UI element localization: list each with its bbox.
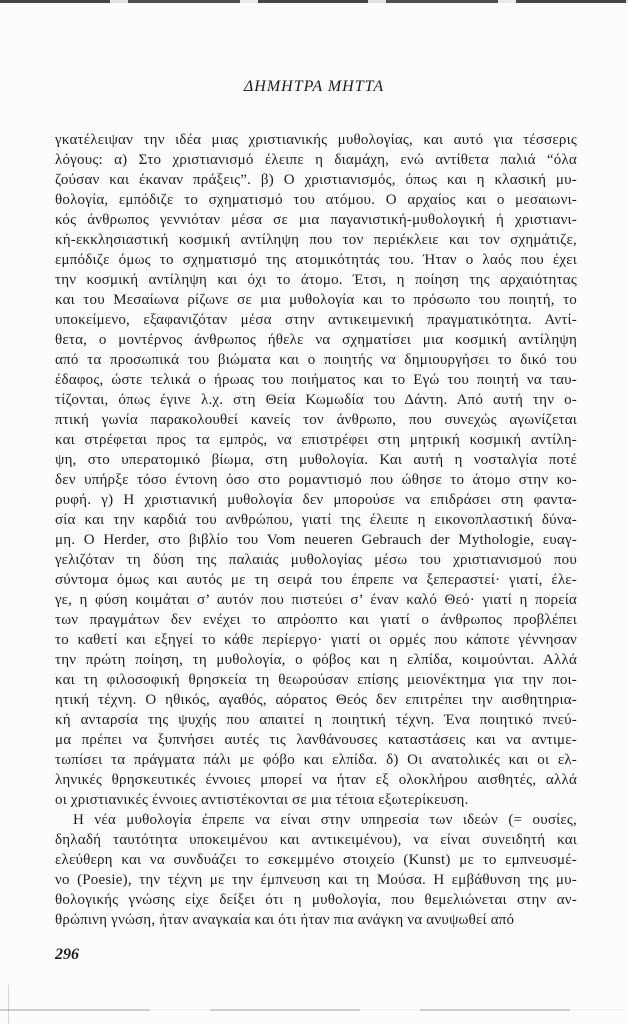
- text-line: ελεύθερη και να συνδυάζει το εσκεμμένο στοιχείο (Kunst) με το εμπνευσμέ-: [55, 852, 577, 868]
- text-line: θολογία, εμπόδιζε το σχηματισμό του ατόμου. Ο αρχαίος και ο μεσαιωνι-: [55, 192, 577, 208]
- text-line: δηλαδή ταυτότητα υποκειμένου και αντικειμένου), να είναι συνειδητή και: [55, 832, 577, 848]
- text-line: κός άνθρωπος γεννιόταν μέσα σε μια παγανιστική-μυθολογική ή χριστιανι-: [55, 212, 577, 228]
- page-number: 296: [55, 946, 79, 963]
- text-line: ζούσαν και έκαναν πράξεις”. β) Ο χριστιανισμός, όπως και η κλασική μυ-: [55, 172, 577, 188]
- text-line: ητική τέχνη. Ο ηθικός, αγαθός, αόρατος Θεός δεν επιτρέπει την αισθητηρια-: [55, 692, 577, 708]
- text-line: κή-εκκλησιαστική κοσμική αντίληψη που τον περιέκλειε και τον σχημάτιζε,: [55, 232, 577, 248]
- text-line: θολογικής γνώσης είχε δείξει ότι η μυθολογία, που θεμελιώνεται στην αν-: [55, 892, 577, 908]
- text-line: γε, η φύση κοιμάται σ’ αυτόν που πιστεύει σ’ έναν καλό Θεό· γιατί η πορεία: [55, 592, 577, 608]
- text-line: σύντομα όμως και αυτός με τη σειρά του έπρεπε να ξεπεραστεί· γιατί, έλε-: [55, 572, 577, 588]
- page-body-text: [55, 130, 577, 930]
- scan-artifact-left: [8, 985, 9, 1024]
- text-line: την κοσμική αντίληψη και όχι το άτομο. Έτσι, η ποίηση της αρχαιότητας: [55, 272, 577, 288]
- text-line: λόγους: α) Στο χριστιανισμό έλειπε η διαμάχη, ενώ αντίθετα παλιά “όλα: [55, 152, 577, 168]
- text-line: δεν υπήρξε τόσο έντονη όσο στο ρομαντισμό που ώθησε το άτομο στην κο-: [55, 472, 577, 488]
- text-line: μη. Ο Herder, στο βιβλίο του Vom neueren Gebrauch der Mythologie, ευαγ-: [55, 532, 577, 548]
- text-line: νο (Poesie), την τέχνη με την έμπνευση και τη Μούσα. Η εμβάθυνση της μυ-: [55, 872, 577, 888]
- text-line: και του Μεσαίωνα ρίζωνε σε μια μυθολογία και το πρόσωπο του ποιητή, το: [55, 292, 577, 308]
- text-line: από τα προσωπικά του βιώματα και ο ποιητής να δημιουργήσει το δικό του: [55, 352, 577, 368]
- text-line: και στρέφεται προς τα εμπρός, να επιστρέφει στη μητρική κοσμική αντίλη-: [55, 432, 577, 448]
- text-line: υποκείμενο, εξαφανιζόταν μέσα στην αντικειμενική πραγματικότητα. Αντί-: [55, 312, 577, 328]
- text-line: ληνικές θρησκευτικές έννοιες μπορεί να ήταν εξ ολοκλήρου αισθητές, αλλά: [55, 772, 577, 788]
- text-line: γελιζόταν τη δύση της παλαιάς μυθολογίας μέσω του χριστιανισμού που: [55, 552, 577, 568]
- scan-artifact-bottom: [0, 1009, 628, 1011]
- text-line: εμπόδιζε όμως το σχηματισμό της ατομικότητάς του. Ήταν ο λαός που έχει: [55, 252, 577, 268]
- text-line: ψη, στο υπερατομικό βίωμα, στη μυθολογία. Και αυτή η νοσταλγία ποτέ: [55, 452, 577, 468]
- text-line: θετα, ο μοντέρνος άνθρωπος ήθελε να σχηματίσει μια κοσμική αντίληψη: [55, 332, 577, 348]
- text-line: κή ανταρσία της ψυχής που απαιτεί η ποιητική τέχνη. Ένα ποιητικό πνεύ-: [55, 712, 577, 728]
- running-head-author: ΔΗΜΗΤΡΑ ΜΗΤΤΑ: [243, 78, 385, 95]
- text-line: τίζονται, όπως έγινε λ.χ. στη Θεία Κωμωδία του Δάντη. Από αυτή την ο-: [55, 392, 577, 408]
- text-line: ρυφή. γ) Η χριστιανική μυθολογία δεν μπορούσε να επιδράσει στη φαντα-: [55, 492, 577, 508]
- scan-artifact-top: [0, 0, 628, 3]
- text-line: θρώπινη γνώση, ήταν αναγκαία και ότι ήταν πια ανάγκη να ανυψωθεί από: [55, 912, 515, 928]
- text-line: οι χριστιανικές έννοιες αντιστέκονται σε μια τέτοια εξωτερίκευση.: [55, 792, 469, 808]
- text-line: των πραγμάτων δεν ενέχει το απρόοπτο και γιατί ο άνθρωπος προβλέπει: [55, 612, 577, 628]
- text-line: τωπίσει τα πράγματα πάλι με φόβο και ελπίδα. δ) Οι ανατολικές και οι ελ-: [55, 752, 577, 768]
- text-line: και τη φιλοσοφική θρησκεία τη θεωρούσαν επίσης μειονέκτημα για την ποι-: [55, 672, 577, 688]
- text-line: το καθετί και εξηγεί το κάθε περίεργο· γιατί οι ορμές που κάποτε γέννησαν: [55, 632, 577, 648]
- text-line: μα πρέπει να ξυπνήσει αυτές τις λανθάνουσες καταστάσεις και να αντιμε-: [55, 732, 577, 748]
- text-line: γκατέλειψαν την ιδέα μιας χριστιανικής μυθολογίας, και αυτό για τέσσερις: [55, 132, 577, 148]
- text-line: πτική γωνία παρακολουθεί κανείς τον άνθρωπο, που συνεχώς αγωνίζεται: [55, 412, 577, 428]
- text-line: την πρώτη ποίηση, τη μυθολογία, ο φόβος και η ελπίδα, κοιμούνται. Αλλά: [55, 652, 577, 668]
- text-line: έδαφος, ώστε τελικά ο ήρωας του ποιήματος και το Εγώ του ποιητή να ταυ-: [55, 372, 577, 388]
- text-line: Η νέα μυθολογία έπρεπε να είναι στην υπηρεσία των ιδεών (= ουσίες,: [73, 812, 577, 828]
- text-line: σία και την καρδιά του ανθρώπου, γιατί της έλειπε η εικονοπλαστική δύνα-: [55, 512, 577, 528]
